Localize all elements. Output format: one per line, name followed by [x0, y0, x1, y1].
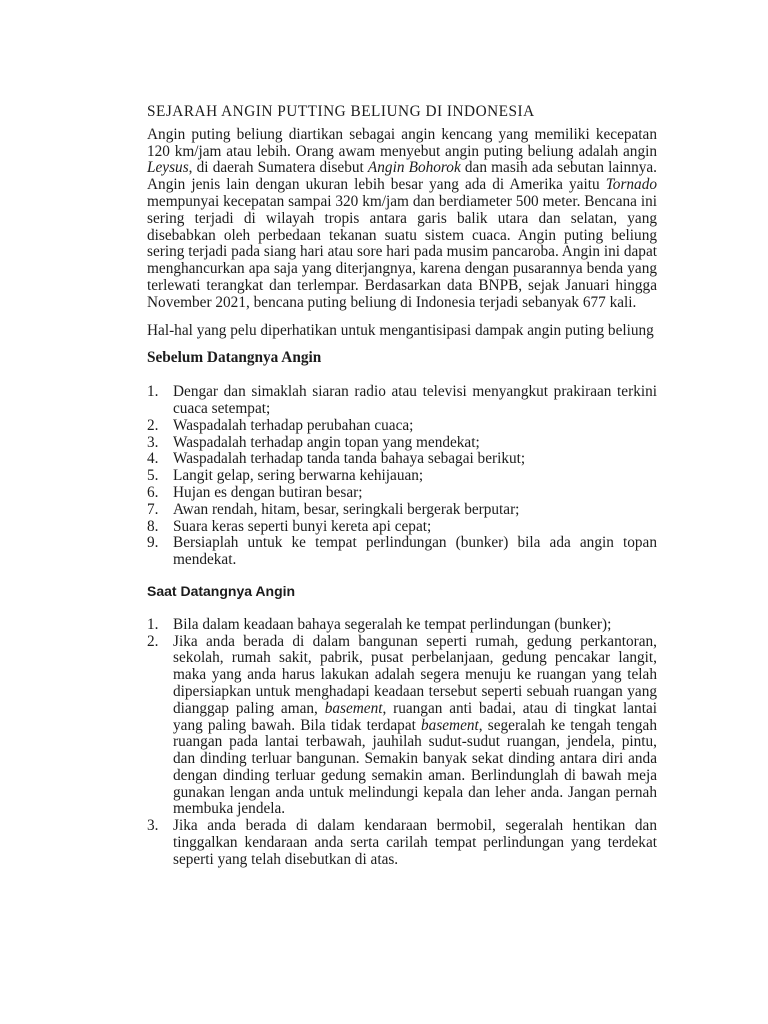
list-number: 2. [147, 632, 159, 650]
list-number: 5. [147, 467, 159, 485]
list-item [147, 384, 657, 418]
list-item [147, 535, 657, 569]
list-item-text: Waspadalah terhadap perubahan cuaca; [173, 416, 414, 434]
list-item [147, 485, 657, 502]
list-item-text: Jika anda berada di dalam kendaraan bermobil, segeralah hentikan dan tinggalkan kendaraan anda serta carilah tempat perlindungan yang terdekat seperti yang telah disebutkan di atas. [173, 817, 657, 868]
list-item [147, 634, 657, 819]
intro-paragraph [147, 127, 657, 312]
intro-text: , di daerah Sumatera disebut [188, 159, 368, 177]
list-item-text: Hujan es dengan butiran besar; [173, 483, 363, 501]
italic-term: Tornado [605, 176, 657, 194]
list-item-text: Langit gelap, sering berwarna kehijauan; [173, 467, 424, 485]
list-item-text: Dengar dan simaklah siaran radio atau televisi menyangkut prakiraan terkini cuaca setempat; [173, 383, 657, 417]
list-number: 9. [147, 534, 159, 552]
list-item [147, 418, 657, 435]
italic-term: basement [324, 699, 383, 717]
list-item [147, 451, 657, 468]
list-item-text: Jika anda berada di dalam bangunan seperti rumah, gedung perkantoran, sekolah, rumah sakit, pabrik, pusat perbelanjaan, gedung pencakar langit, maka yang anda harus lakukan adalah segera menuju ke ruangan yang telah dipersiapkan untuk menghadapi keadaan tersebut seperti sebuah ruangan yang dianggap paling aman, [173, 632, 657, 717]
list-item-text: Suara keras seperti bunyi kereta api cepat; [173, 517, 432, 535]
numbered-list [147, 384, 657, 569]
list-number: 8. [147, 517, 159, 535]
list-number: 7. [147, 500, 159, 518]
document-body [147, 104, 657, 869]
list-item [147, 435, 657, 452]
list-item-text: Awan rendah, hitam, besar, seringkali bergerak berputar; [173, 500, 520, 518]
list-item [147, 502, 657, 519]
list-item-text: Waspadalah terhadap tanda tanda bahaya sebagai berikut; [173, 450, 526, 468]
numbered-list [147, 617, 657, 869]
intro-text: dan masih ada sebutan lainnya. Angin jenis lain dengan ukuran lebih besar yang ada di Amerika yaitu [147, 159, 657, 194]
document-title: SEJARAH ANGIN PUTTING BELIUNG DI INDONESIA [147, 103, 535, 120]
list-item-text: Bersiaplah untuk ke tempat perlindungan (bunker) bila ada angin topan mendekat. [173, 534, 657, 569]
list-number: 1. [147, 383, 159, 401]
italic-term: basement [421, 716, 479, 734]
list-item [147, 617, 657, 634]
list-number: 3. [147, 433, 159, 451]
list-item [147, 468, 657, 485]
list-number: 4. [147, 450, 159, 468]
section-heading: Saat Datangnya Angin [147, 582, 296, 599]
list-number: 2. [147, 416, 159, 434]
list-item [147, 519, 657, 536]
list-number: 3. [147, 817, 159, 835]
section-heading: Sebelum Datangnya Angin [147, 349, 322, 367]
italic-term: Leysus [147, 159, 189, 177]
list-item-text: Waspadalah terhadap angin topan yang mendekat; [173, 433, 480, 451]
list-number: 6. [147, 483, 159, 501]
lead-in-text: Hal-hal yang pelu diperhatikan untuk mengantisipasi dampak angin puting beliung [147, 321, 654, 339]
list-item-text: , ruangan anti badai, atau di tingkat lantai yang paling bawah. Bila tidak terdapat [173, 699, 657, 734]
italic-term: Angin Bohorok [367, 159, 461, 177]
list-number: 1. [147, 615, 159, 633]
list-item-text: , segeralah ke tengah tengah ruangan pada lantai terbawah, jauhilah sudut-sudut ruangan, jendela, pintu, dan dinding terluar bangunan. Semakin banyak sekat dinding antara diri anda dengan dinding terluar gedung semakin aman. Berlindunglah di bawah meja gunakan lengan anda untuk melindungi kepala dan leher anda. Jangan pernah membuka jendela. [173, 716, 657, 818]
intro-text: mempunyai kecepatan sampai 320 km/jam dan berdiameter 500 meter. Bencana ini sering terjadi di wilayah tropis antara garis balik utara dan selatan, yang disebabkan oleh perbedaan tekanan suatu sistem cuaca. Angin puting beliung sering terjadi pada siang hari atau sore hari pada musim pancaroba. Angin ini dapat menghancurkan apa saja yang diterjangnya, karena dengan pusarannya benda yang terlewati terangkat dan terlempar. Berdasarkan data BNPB, sejak Januari hingga November 2021, bencana puting beliung di Indonesia terjadi sebanyak 677 kali. [147, 192, 657, 311]
list-item-text: Bila dalam keadaan bahaya segeralah ke tempat perlindungan (bunker); [173, 615, 612, 633]
list-item [147, 818, 657, 868]
intro-text: Angin puting beliung diartikan sebagai angin kencang yang memiliki kecepatan 120 km/jam atau lebih. Orang awam menyebut angin puting beliung adalah angin [147, 125, 657, 160]
